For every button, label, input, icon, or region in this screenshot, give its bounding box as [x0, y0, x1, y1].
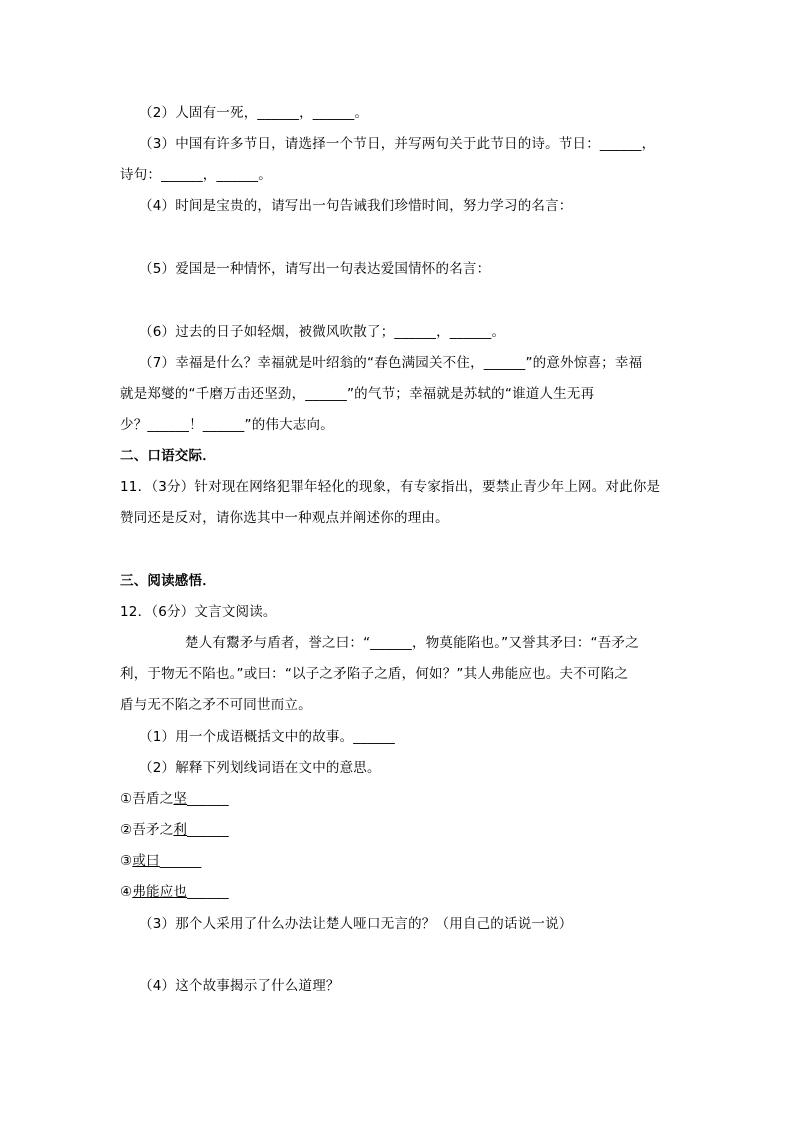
line-q12-4: （4）这个故事揭示了什么道理？ — [139, 978, 340, 994]
section-heading-reading: 三、阅读感悟． — [120, 573, 216, 589]
underlined-word: 或曰 — [132, 853, 160, 869]
underlined-word: 弗能应也 — [132, 884, 188, 900]
answer-blank: ______ — [187, 822, 229, 838]
passage-line-3: 盾与无不陷之矛不可同世而立。 — [120, 697, 312, 713]
section-heading-oral: 二、口语交际． — [120, 448, 216, 464]
answer-blank: ______ — [159, 853, 202, 869]
item-prefix: 吾矛之 — [132, 822, 174, 838]
line-q10-3-cont: 诗句：______，______。 — [120, 167, 272, 183]
item-number: ③ — [120, 853, 133, 869]
line-q10-3: （3）中国有许多节日，请选择一个节日，并写两句关于此节日的诗。节日：______， — [139, 136, 656, 152]
line-q10-4: （4）时间是宝贵的，请写出一句告诫我们珍惜时间，努力学习的名言： — [139, 198, 573, 214]
word-item-4 — [120, 882, 229, 902]
word-item-3 — [120, 851, 201, 871]
answer-blank: ______ — [187, 884, 229, 900]
line-q10-7-cont1: 就是郑燮的“千磨万击还坚劲，______”的气节；幸福就是苏轼的“谁道人生无再 — [120, 386, 595, 402]
line-q10-7: （7）幸福是什么？幸福就是叶绍翁的“春色满园关不住，______”的意外惊喜；幸福 — [139, 355, 643, 371]
passage-line-2: 利，于物无不陷也。”或曰：“以子之矛陷子之盾，何如？”其人弗能应也。夫不可陷之 — [120, 666, 629, 682]
line-q10-6: （6）过去的日子如轻烟，被微风吹散了；______，______。 — [139, 324, 506, 340]
item-number: ④ — [120, 884, 133, 900]
line-q12-1: （1）用一个成语概括文中的故事。______ — [139, 729, 395, 745]
underlined-word: 坚 — [173, 791, 188, 807]
item-number: ① — [120, 791, 133, 807]
line-q10-5: （5）爱国是一种情怀，请写出一句表达爱国情怀的名言： — [139, 261, 491, 277]
line-q11-cont: 赞同还是反对，请你选其中一种观点并阐述你的理由。 — [120, 510, 449, 526]
line-q12: 12．（6分）文言文阅读。 — [120, 604, 277, 620]
passage-line-1: 楚人有鬻矛与盾者，誉之曰：“______，物莫能陷也。”又誉其矛曰：“吾矛之 — [185, 635, 639, 651]
word-item-2 — [120, 820, 229, 840]
line-q10-7-cont2: 少？______！______”的伟大志向。 — [120, 417, 334, 433]
word-item-1 — [120, 789, 229, 809]
item-number: ② — [120, 822, 133, 838]
answer-blank: ______ — [187, 791, 229, 807]
line-q11: 11．（3分）针对现在网络犯罪年轻化的现象，有专家指出，要禁止青少年上网。对此你是 — [120, 479, 661, 495]
line-q10-2: （2）人固有一死，______，______。 — [139, 105, 369, 121]
item-prefix: 吾盾之 — [132, 791, 174, 807]
line-q12-2: （2）解释下列划线词语在文中的意思。 — [139, 760, 381, 776]
underlined-word: 利 — [173, 822, 188, 838]
line-q12-3: （3）那个人采用了什么办法让楚人哑口无言的？（用自己的话说一说） — [139, 916, 573, 932]
